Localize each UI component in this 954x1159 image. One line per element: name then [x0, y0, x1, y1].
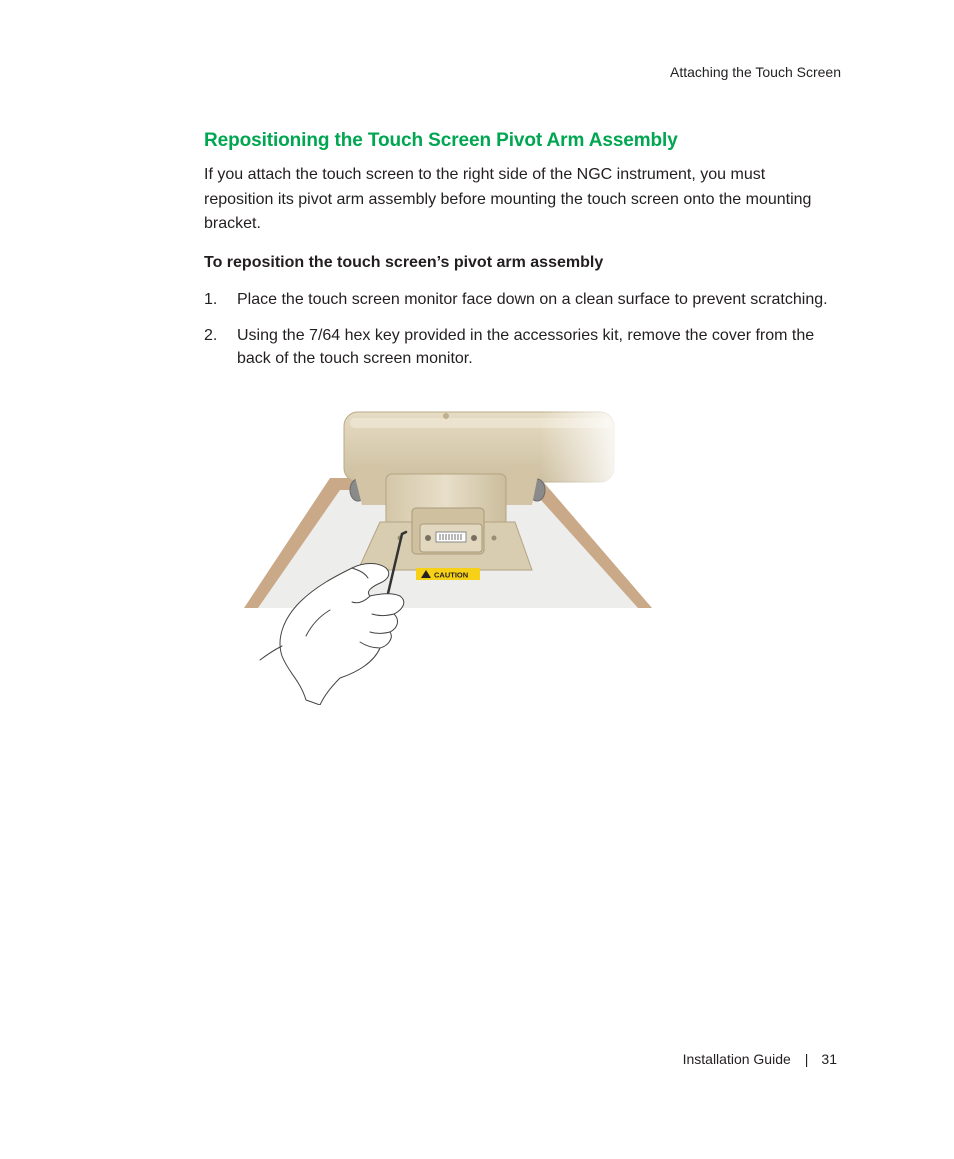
step-text: Using the 7/64 hex key provided in the accessories kit, remove the cover from the back of the touch screen monitor. — [237, 326, 815, 367]
page-number: 31 — [821, 1051, 837, 1067]
footer-separator: | — [804, 1051, 809, 1067]
procedure-steps — [204, 288, 836, 383]
monitor-cover-removal-illustration — [240, 410, 660, 705]
intro-paragraph: If you attach the touch screen to the right side of the NGC instrument, you must reposition its pivot arm assembly before mounting the touch screen onto the mounting bracket. — [204, 166, 812, 232]
step-number: 2. — [204, 326, 218, 344]
procedure-heading: To reposition the touch screen’s pivot arm assembly — [204, 254, 604, 271]
step-1 — [204, 288, 836, 312]
screw-right — [471, 535, 477, 541]
caution-text: CAUTION — [434, 570, 469, 580]
footer-guide-title: Installation Guide — [682, 1051, 791, 1067]
section-title: Repositioning the Touch Screen Pivot Arm Assembly — [204, 130, 678, 151]
step-text: Place the touch screen monitor face down on a clean surface to prevent scratching. — [237, 291, 828, 308]
running-header: Attaching the Touch Screen — [670, 64, 841, 80]
step-number: 1. — [204, 291, 218, 308]
caution-label — [416, 568, 480, 580]
page-footer — [683, 1051, 837, 1067]
screw-left — [425, 535, 431, 541]
step-2 — [204, 324, 836, 371]
